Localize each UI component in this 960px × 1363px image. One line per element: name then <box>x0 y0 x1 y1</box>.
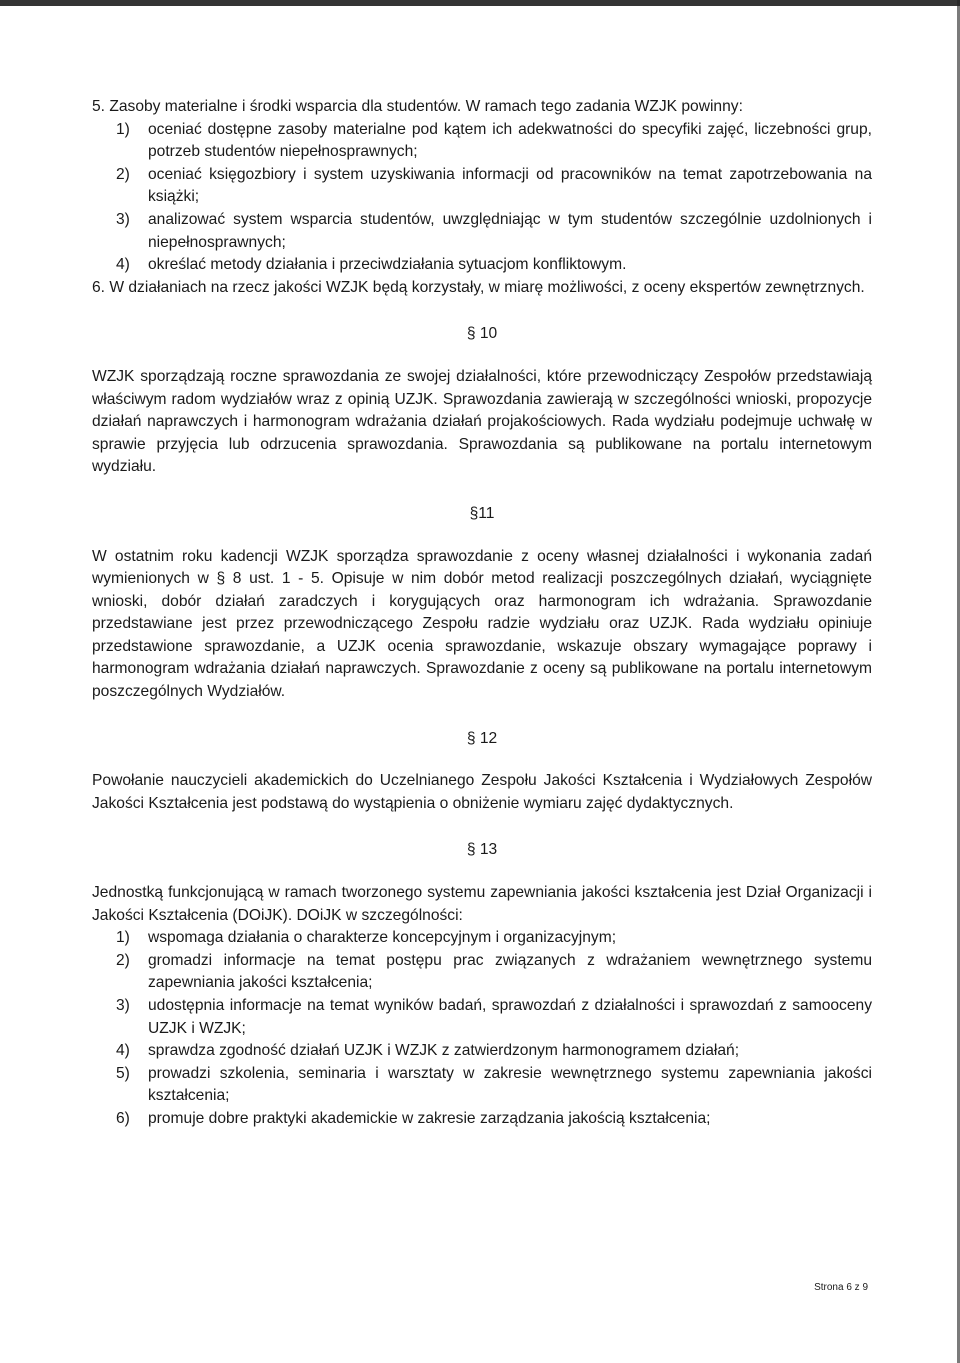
list-number: 1) <box>116 929 130 947</box>
list-number: 3) <box>116 210 130 228</box>
list-number: 1) <box>116 120 130 138</box>
section-12-heading: § 12 <box>466 729 498 747</box>
document-body <box>92 96 872 1131</box>
list-text: sprawdza zgodność działań UZJK i WZJK z zatwierdzonym harmonogramem działań; <box>148 1042 740 1060</box>
list-number: 2) <box>116 951 130 969</box>
section-13-intro: Jednostką funkcjonującą w ramach tworzonego systemu zapewniania jakości kształcenia jest Dział Organizacji i Jakości Kształcenia (DOiJK). DOiJK w szczególności: <box>92 884 872 924</box>
list-text: udostępnia informacje na temat wyników badań, sprawozdań z działalności i sprawozdań z samooceny UZJK i WZJK; <box>148 997 872 1037</box>
section-11-text: W ostatnim roku kadencji WZJK sporządza sprawozdanie z oceny własnej działalności i wykonania zadań wymienionych w § 8 ust. 1 - 5. Opisuje w nim dobór metod realizacji poszczególnych działań, wyciągnięte wnioski, dobór działań zaradczych i korygujących oraz harmonogram ich wdrażania. Sprawozdanie przedstawiane jest przez przewodniczącego Zespołu radzie wydziału oraz UZJK. Rada wydziału opiniuje przedstawione sprawozdanie, a UZJK ocenia sprawozdanie, wskazuje obszary wymagające poprawy i harmonogram wdrażania działań naprawczych. Sprawozdanie z oceny są publikowane na portalu internetowym poszczególnych Wydziałów. <box>92 547 872 701</box>
list-item <box>92 995 872 1040</box>
list-text: określać metody działania i przeciwdziałania sytuacjom konfliktowym. <box>148 256 627 274</box>
list-item <box>92 1108 872 1131</box>
section-13-heading: § 13 <box>466 841 498 859</box>
list-item <box>92 164 872 209</box>
section-10-heading: § 10 <box>466 325 498 343</box>
item-5-intro: 5. Zasoby materialne i środki wsparcia dla studentów. W ramach tego zadania WZJK powinny: <box>92 98 743 115</box>
list-number: 5) <box>116 1064 130 1082</box>
section-10-text: WZJK sporządzają roczne sprawozdania ze swojej działalności, które przewodniczący Zespołów przedstawiają właściwym radom wydziałów wraz z opinią UZJK. Sprawozdania zawierają w szczególności wnioski, propozycje działań naprawczych i harmonogram wdrażania działań projakościowych. Rada wydziału podejmuje uchwałę w sprawie przyjęcia lub odrzucenia sprawozdania. Sprawozdania są publikowane na portalu internetowym wydziału. <box>92 367 872 476</box>
list-item <box>92 209 872 254</box>
list-item <box>92 254 872 277</box>
list-text: analizować system wsparcia studentów, uwzględniając w tym studentów szczególnie uzdolnionych i niepełnosprawnych; <box>148 210 872 251</box>
list-item <box>92 1063 872 1108</box>
list-text: wspomaga działania o charakterze koncepcyjnym i organizacyjnym; <box>148 929 617 947</box>
section-12-text: Powołanie nauczycieli akademickich do Uczelnianego Zespołu Jakości Kształcenia i Wydziałowych Zespołów Jakości Kształcenia jest podstawą do wystąpienia o obniżenie wymiaru zajęć dydaktycznych. <box>92 772 872 812</box>
list-item <box>92 927 872 950</box>
list-text: prowadzi szkolenia, seminaria i warsztaty w zakresie wewnętrznego systemu zapewniania jakości kształcenia; <box>148 1064 872 1105</box>
section-11-heading: §11 <box>469 504 495 522</box>
list-item <box>92 950 872 995</box>
list-text: oceniać księgozbiory i system uzyskiwania informacji od pracowników na temat zapotrzebowania na książki; <box>148 165 872 206</box>
item-6-text: 6. W działaniach na rzecz jakości WZJK będą korzystały, w miarę możliwości, z oceny ekspertów zewnętrznych. <box>92 278 865 296</box>
list-number: 2) <box>116 165 130 183</box>
list-text: oceniać dostępne zasoby materialne pod kątem ich adekwatności do specyfiki zajęć, liczebności grup, potrzeb studentów niepełnosprawnych; <box>148 120 872 161</box>
item-5-list <box>92 119 872 277</box>
list-item <box>92 1040 872 1063</box>
list-number: 3) <box>116 997 130 1014</box>
list-item <box>92 119 872 164</box>
page-number: Strona 6 z 9 <box>814 1282 868 1293</box>
section-13-list <box>92 927 872 1130</box>
list-number: 4) <box>116 1042 130 1060</box>
scan-edge-top <box>0 0 960 6</box>
list-number: 4) <box>116 256 130 274</box>
list-number: 6) <box>116 1109 130 1127</box>
list-text: gromadzi informacje na temat postępu prac związanych z wdrażaniem wewnętrznego systemu zapewniania jakości kształcenia; <box>148 951 872 992</box>
list-text: promuje dobre praktyki akademickie w zakresie zarządzania jakością kształcenia; <box>148 1109 711 1127</box>
